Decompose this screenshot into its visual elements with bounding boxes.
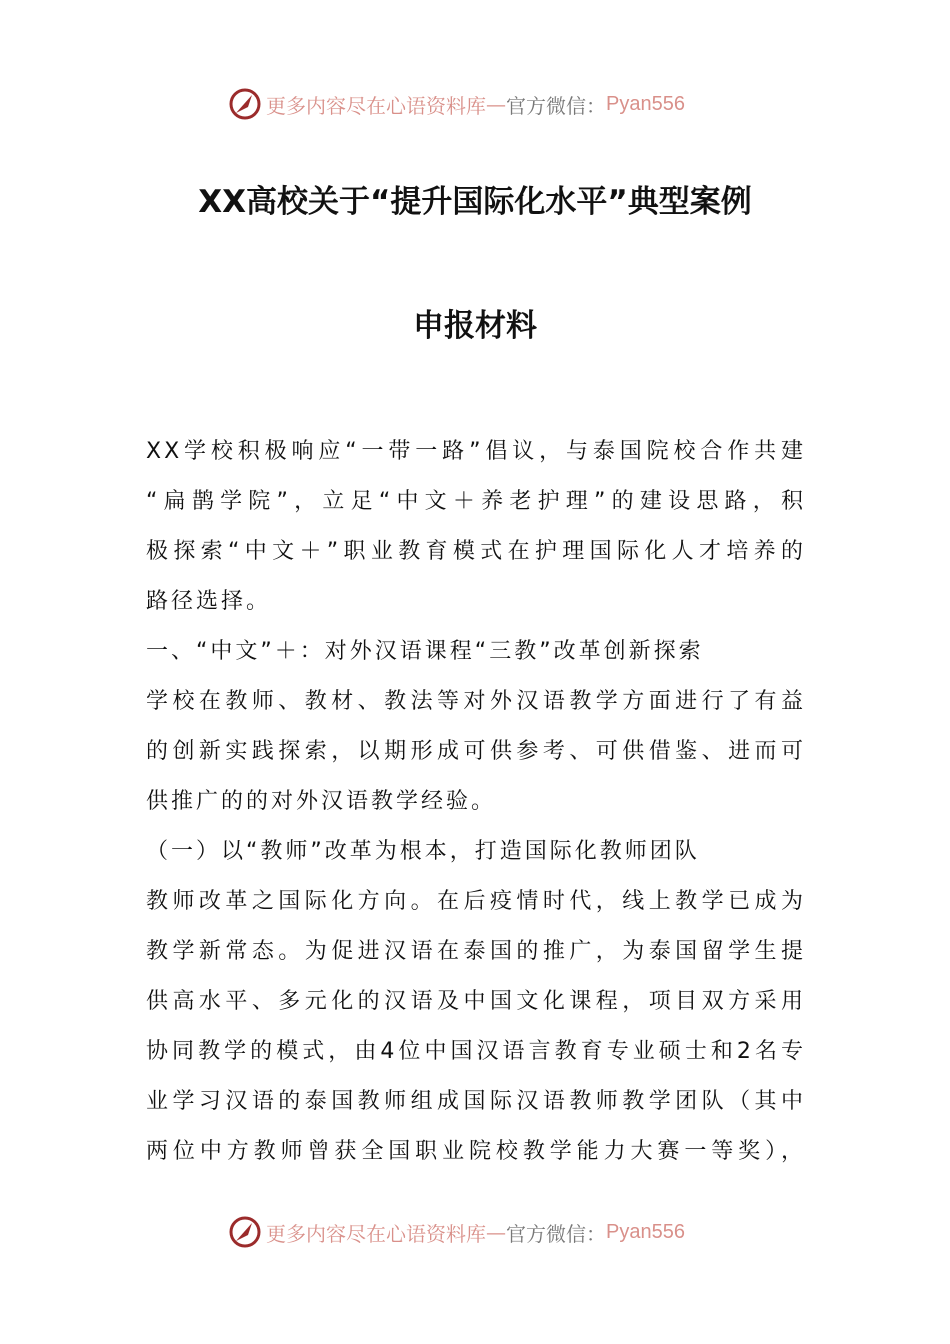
body-line: 协同教学的模式，由4位中国汉语言教育专业硕士和2名专 — [146, 1039, 806, 1064]
body-line: 极探索“中文＋”职业教育模式在护理国际化人才培养的 — [146, 539, 806, 564]
watermark-sep: — — [486, 1220, 506, 1244]
watermark-wechat-id: Pyan556 — [606, 92, 685, 115]
body-line: XX学校积极响应“一带一路”倡议，与泰国院校合作共建 — [146, 439, 806, 464]
body-line: 两位中方教师曾获全国职业院校教学能力大赛一等奖）， — [146, 1139, 806, 1164]
doc-title-line2: 申报材料 — [413, 308, 537, 344]
doc-title-line1: XX高校关于“提升国际化水平”典型案例 — [198, 184, 752, 220]
body-line: 供推广的的对外汉语教学经验。 — [146, 789, 497, 814]
body-line: 路径选择。 — [146, 589, 272, 614]
watermark-sep: — — [486, 92, 506, 116]
body-line: 业学习汉语的泰国教师组成国际汉语教师教学团队（其中 — [146, 1089, 806, 1114]
body-line: 教师改革之国际化方向。在后疫情时代，线上教学已成为 — [146, 889, 806, 914]
section-heading: 一、“中文”＋：对外汉语课程“三教”改革创新探索 — [146, 639, 704, 664]
watermark-footer — [228, 1212, 685, 1252]
watermark-header — [228, 84, 685, 124]
body-line: 教学新常态。为促进汉语在泰国的推广，为泰国留学生提 — [146, 939, 806, 964]
body-line: “扁鹊学院”，立足“中文＋养老护理”的建设思路，积 — [146, 489, 806, 514]
watermark-wechat-label: 官方微信： — [506, 93, 606, 118]
body-line: 的创新实践探索，以期形成可供参考、可供借鉴、进而可 — [146, 739, 806, 764]
watermark-site: 更多内容尽在心语资料库 — [266, 1221, 486, 1246]
quill-logo-icon — [228, 1215, 262, 1249]
quill-logo-icon — [228, 87, 262, 121]
body-line: 供高水平、多元化的汉语及中国文化课程，项目双方采用 — [146, 989, 806, 1014]
body-line: 学校在教师、教材、教法等对外汉语教学方面进行了有益 — [146, 689, 806, 714]
watermark-wechat-label: 官方微信： — [506, 1221, 606, 1246]
watermark-wechat-id: Pyan556 — [606, 1220, 685, 1243]
subsection-heading: （一）以“教师”改革为根本，打造国际化教师团队 — [146, 839, 700, 864]
watermark-site: 更多内容尽在心语资料库 — [266, 93, 486, 118]
